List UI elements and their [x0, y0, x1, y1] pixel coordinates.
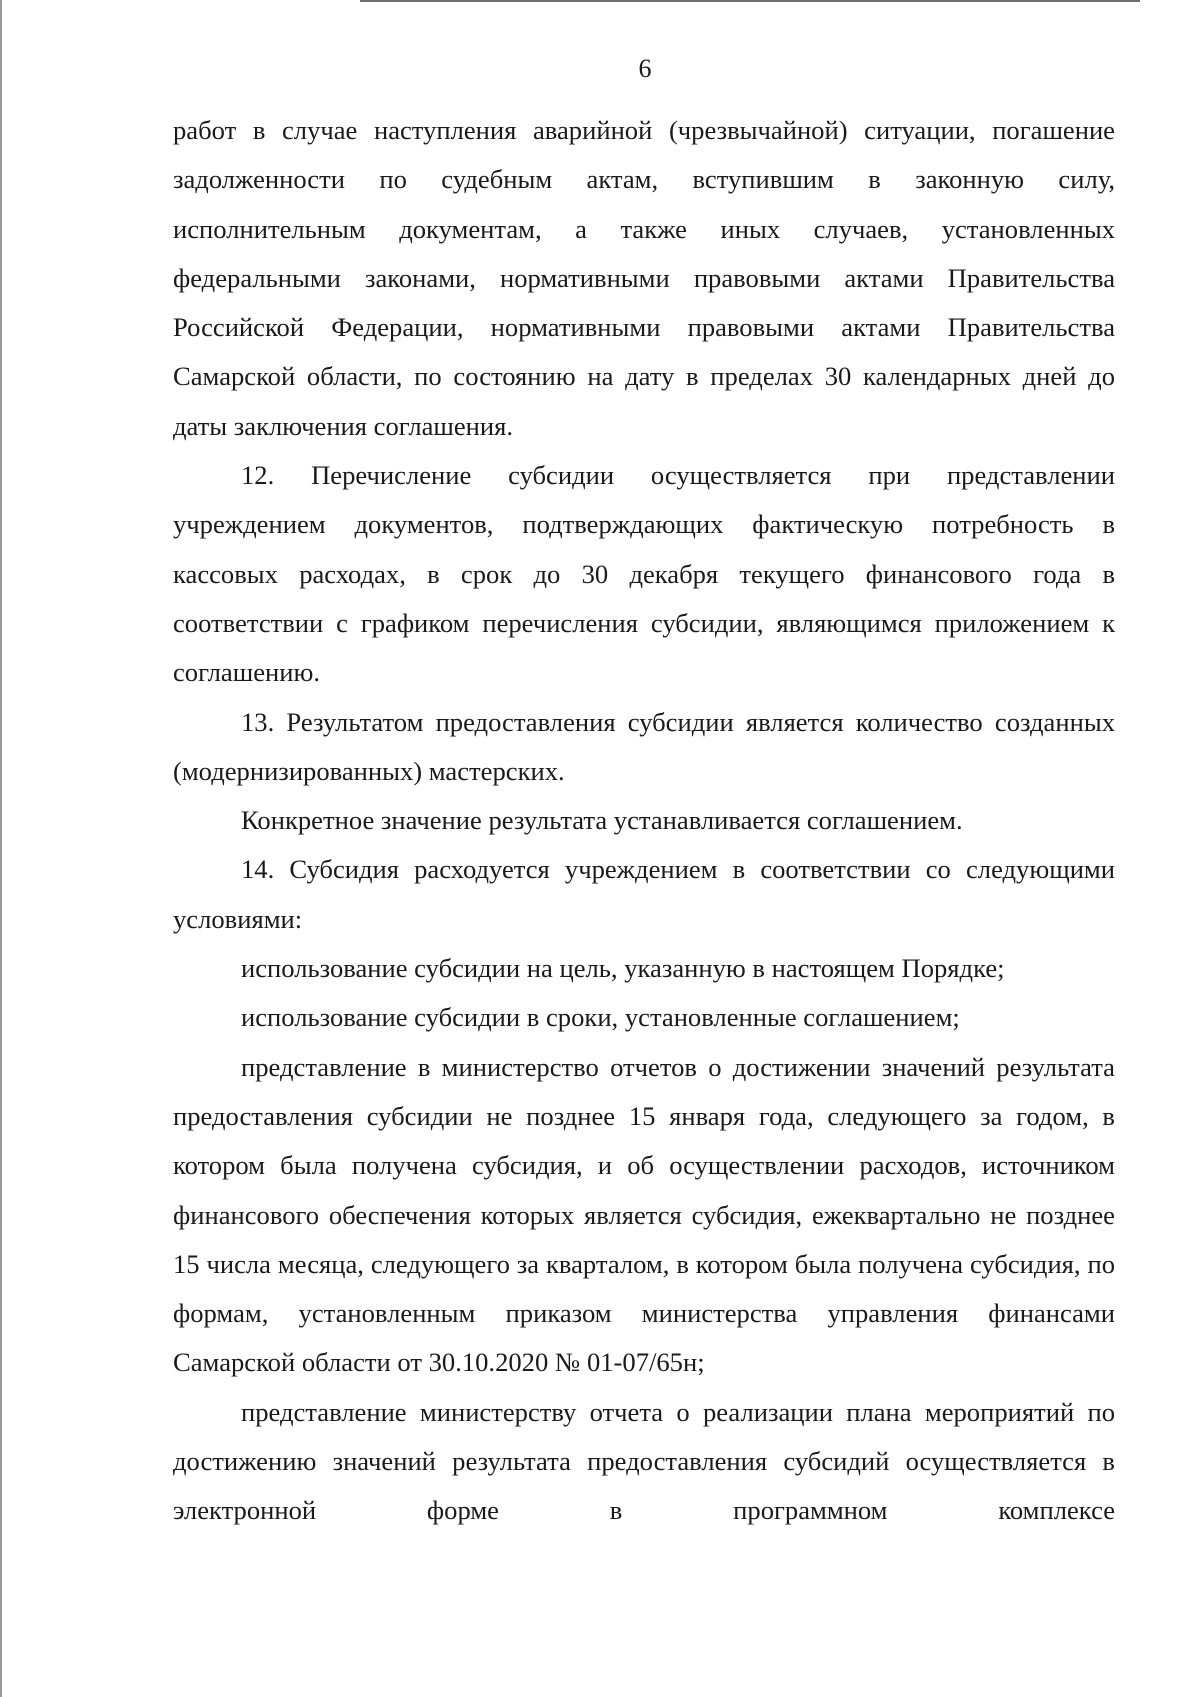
scan-edge-top — [360, 0, 1140, 2]
paragraph-condition-terms: использование субсидии в сроки, установленные соглашением; — [241, 1002, 960, 1033]
document-body — [173, 106, 1115, 1536]
paragraph-clause-13: 13. Результатом предоставления субсидии является количество созданных (модернизированных) мастерских. — [173, 706, 1115, 786]
paragraph-condition-reports: представление в министерство отчетов о достижении значений результата предоставления субсидии не позднее 15 января года, следующего за годом, в котором была получена субсидия, и об осуществлении расходов, источником финансового обеспечения которых является субсидия, ежеквартально не позднее 15 числа месяца, следующего за кварталом, в котором была получена субсидия, по формам, установленным приказом министерства управления финансами Самарской области от 30.10.2020 № 01-07/65н; — [173, 1051, 1115, 1378]
scan-edge-left — [0, 0, 2, 1697]
paragraph-clause-12: 12. Перечисление субсидии осуществляется при представлении учреждением документов, подтверждающих фактическую потребность в кассовых расходах, в срок до 30 декабря текущего финансового года в соответствии с графиком перечисления субсидии, являющимся приложением к соглашению. — [173, 460, 1115, 688]
paragraph-condition-plan-report: представление министерству отчета о реализации плана мероприятий по достижению значений результата предоставления субсидий осуществляется в электронной форме в программном комплексе — [173, 1396, 1115, 1526]
paragraph-condition-purpose: использование субсидии на цель, указанную в настоящем Порядке; — [241, 953, 1005, 984]
paragraph-continuation: работ в случае наступления аварийной (чрезвычайной) ситуации, погашение задолженности по судебным актам, вступившим в законную силу, исполнительным документам, а также иных случаев, установленных федеральными законами, нормативными правовыми актами Правительства Российской Федерации, нормативными правовыми актами Правительства Самарской области, по состоянию на дату в пределах 30 календарных дней до даты заключения соглашения. — [173, 115, 1115, 441]
paragraph-clause-14: 14. Субсидия расходуется учреждением в соответствии со следующими условиями: — [173, 854, 1115, 934]
paragraph-result-value: Конкретное значение результата устанавливается соглашением. — [241, 805, 963, 836]
page-number: 6 — [638, 54, 652, 83]
